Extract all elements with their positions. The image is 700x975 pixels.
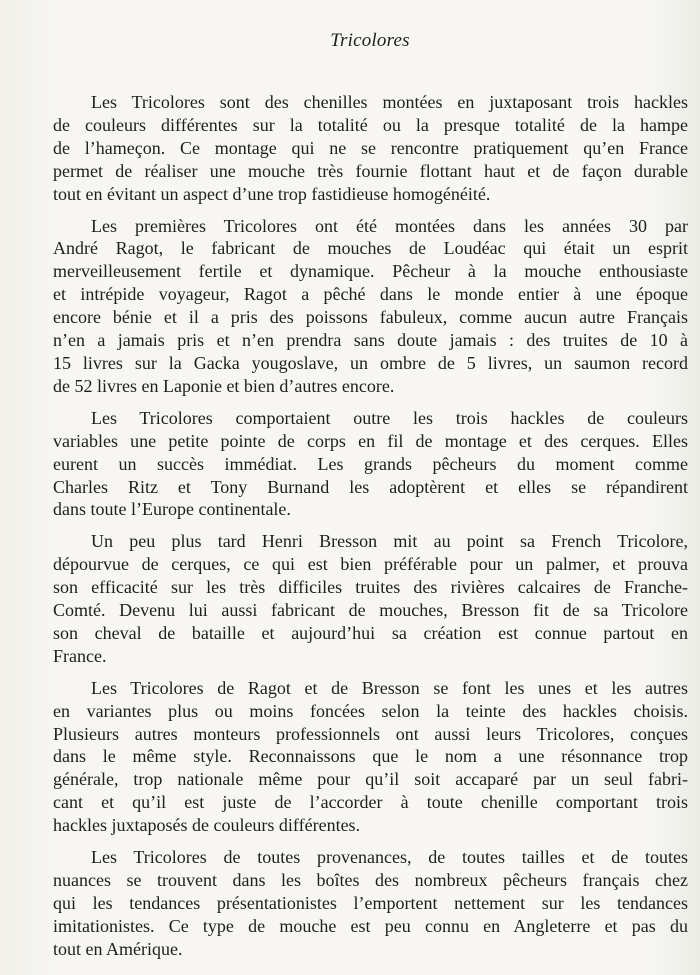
text-line: son cheval de bataille et aujourd’hui sa création est connue partout en (53, 622, 688, 643)
text-line: tout en évitant un aspect d’une trop fastidieuse homogénéité. (53, 183, 491, 204)
text-line: imitationistes. Ce type de mouche est peu connu en Angleterre et pas du (53, 915, 688, 936)
text-line: France. (53, 645, 107, 666)
paragraph-1 (53, 91, 688, 206)
text-line: dans toute l’Europe continentale. (53, 499, 291, 520)
text-line: dépourvue de cerques, ce qui est bien préférable pour un palmer, et prouva (53, 554, 688, 575)
text-line: encore bénie et il a pris des poissons fabuleux, comme aucun autre Français (53, 307, 688, 328)
paragraph-6 (53, 846, 688, 961)
paragraph-2 (53, 215, 688, 398)
text-line: dans le même style. Reconnaissons que le nom a une résonnance trop (53, 746, 688, 767)
text-line: permet de réaliser une mouche très fournie flottant haut et de façon durable (53, 160, 688, 181)
text-line: André Ragot, le fabricant de mouches de Loudéac qui était un esprit (53, 238, 688, 259)
text-line: Comté. Devenu lui aussi fabricant de mouches, Bresson fit de sa Tricolore (53, 600, 688, 621)
paragraph-5 (53, 677, 688, 837)
text-line: eurent un succès immédiat. Les grands pêcheurs du moment comme (53, 453, 688, 474)
text-line: Les Tricolores de toutes provenances, de toutes tailles et de toutes (91, 847, 688, 868)
text-line: Charles Ritz et Tony Burnand les adoptèrent et elles se répandirent (53, 476, 688, 497)
body-text (53, 91, 688, 970)
text-line: nuances se trouvent dans les boîtes des nombreux pêcheurs français chez (53, 870, 688, 890)
text-line: et intrépide voyageur, Ragot a pêché dans le monde entier à une époque (53, 284, 688, 305)
text-line: Un peu plus tard Henri Bresson mit au point sa French Tricolore, (91, 531, 688, 552)
text-line: de 52 livres en Laponie et bien d’autres encore. (53, 375, 395, 396)
text-line: son efficacité sur les très difficiles truites des rivières calcaires de Franche- (53, 577, 688, 598)
text-line: Plusieurs autres monteurs professionnels ont aussi leurs Tricolores, conçues (53, 723, 688, 744)
text-line: cant et qu’il est juste de l’accorder à toute chenille comportant trois (53, 792, 688, 813)
text-line: Les Tricolores de Ragot et de Bresson se font les unes et les autres (91, 677, 688, 698)
page-title: Tricolores (330, 30, 410, 51)
text-line: qui les tendances présentationistes l’emportent nettement sur les tendances (53, 892, 688, 913)
text-line: Les Tricolores comportaient outre les trois hackles de couleurs (91, 407, 688, 428)
text-line: générale, trop nationale même pour qu’il soit accaparé par un seul fabri- (53, 769, 688, 790)
text-line: en variantes plus ou moins foncées selon la teinte des hackles choisis. (53, 700, 688, 721)
text-line: variables une petite pointe de corps en fil de montage et des cerques. Elles (53, 430, 688, 451)
paragraph-3 (53, 407, 688, 522)
text-line: de l’hameçon. Ce montage qui ne se rencontre pratiquement qu’en France (53, 137, 688, 158)
text-line: 15 livres sur la Gacka yougoslave, un ombre de 5 livres, un saumon record (53, 352, 688, 373)
text-line: Les Tricolores sont des chenilles montées en juxtaposant trois hackles (91, 92, 688, 112)
paragraph-4 (53, 530, 688, 667)
text-line: hackles juxtaposés de couleurs différentes. (53, 815, 361, 836)
text-line: Les premières Tricolores ont été montées dans les années 30 par (91, 215, 688, 236)
text-line: de couleurs différentes sur la totalité ou la presque totalité de la hampe (53, 114, 688, 135)
text-line: n’en a jamais pris et n’en prendra sans doute jamais : des truites de 10 à (53, 330, 688, 351)
text-line: tout en Amérique. (53, 938, 183, 959)
text-line: merveilleusement fertile et dynamique. Pêcheur à la mouche enthousiaste (53, 261, 688, 282)
